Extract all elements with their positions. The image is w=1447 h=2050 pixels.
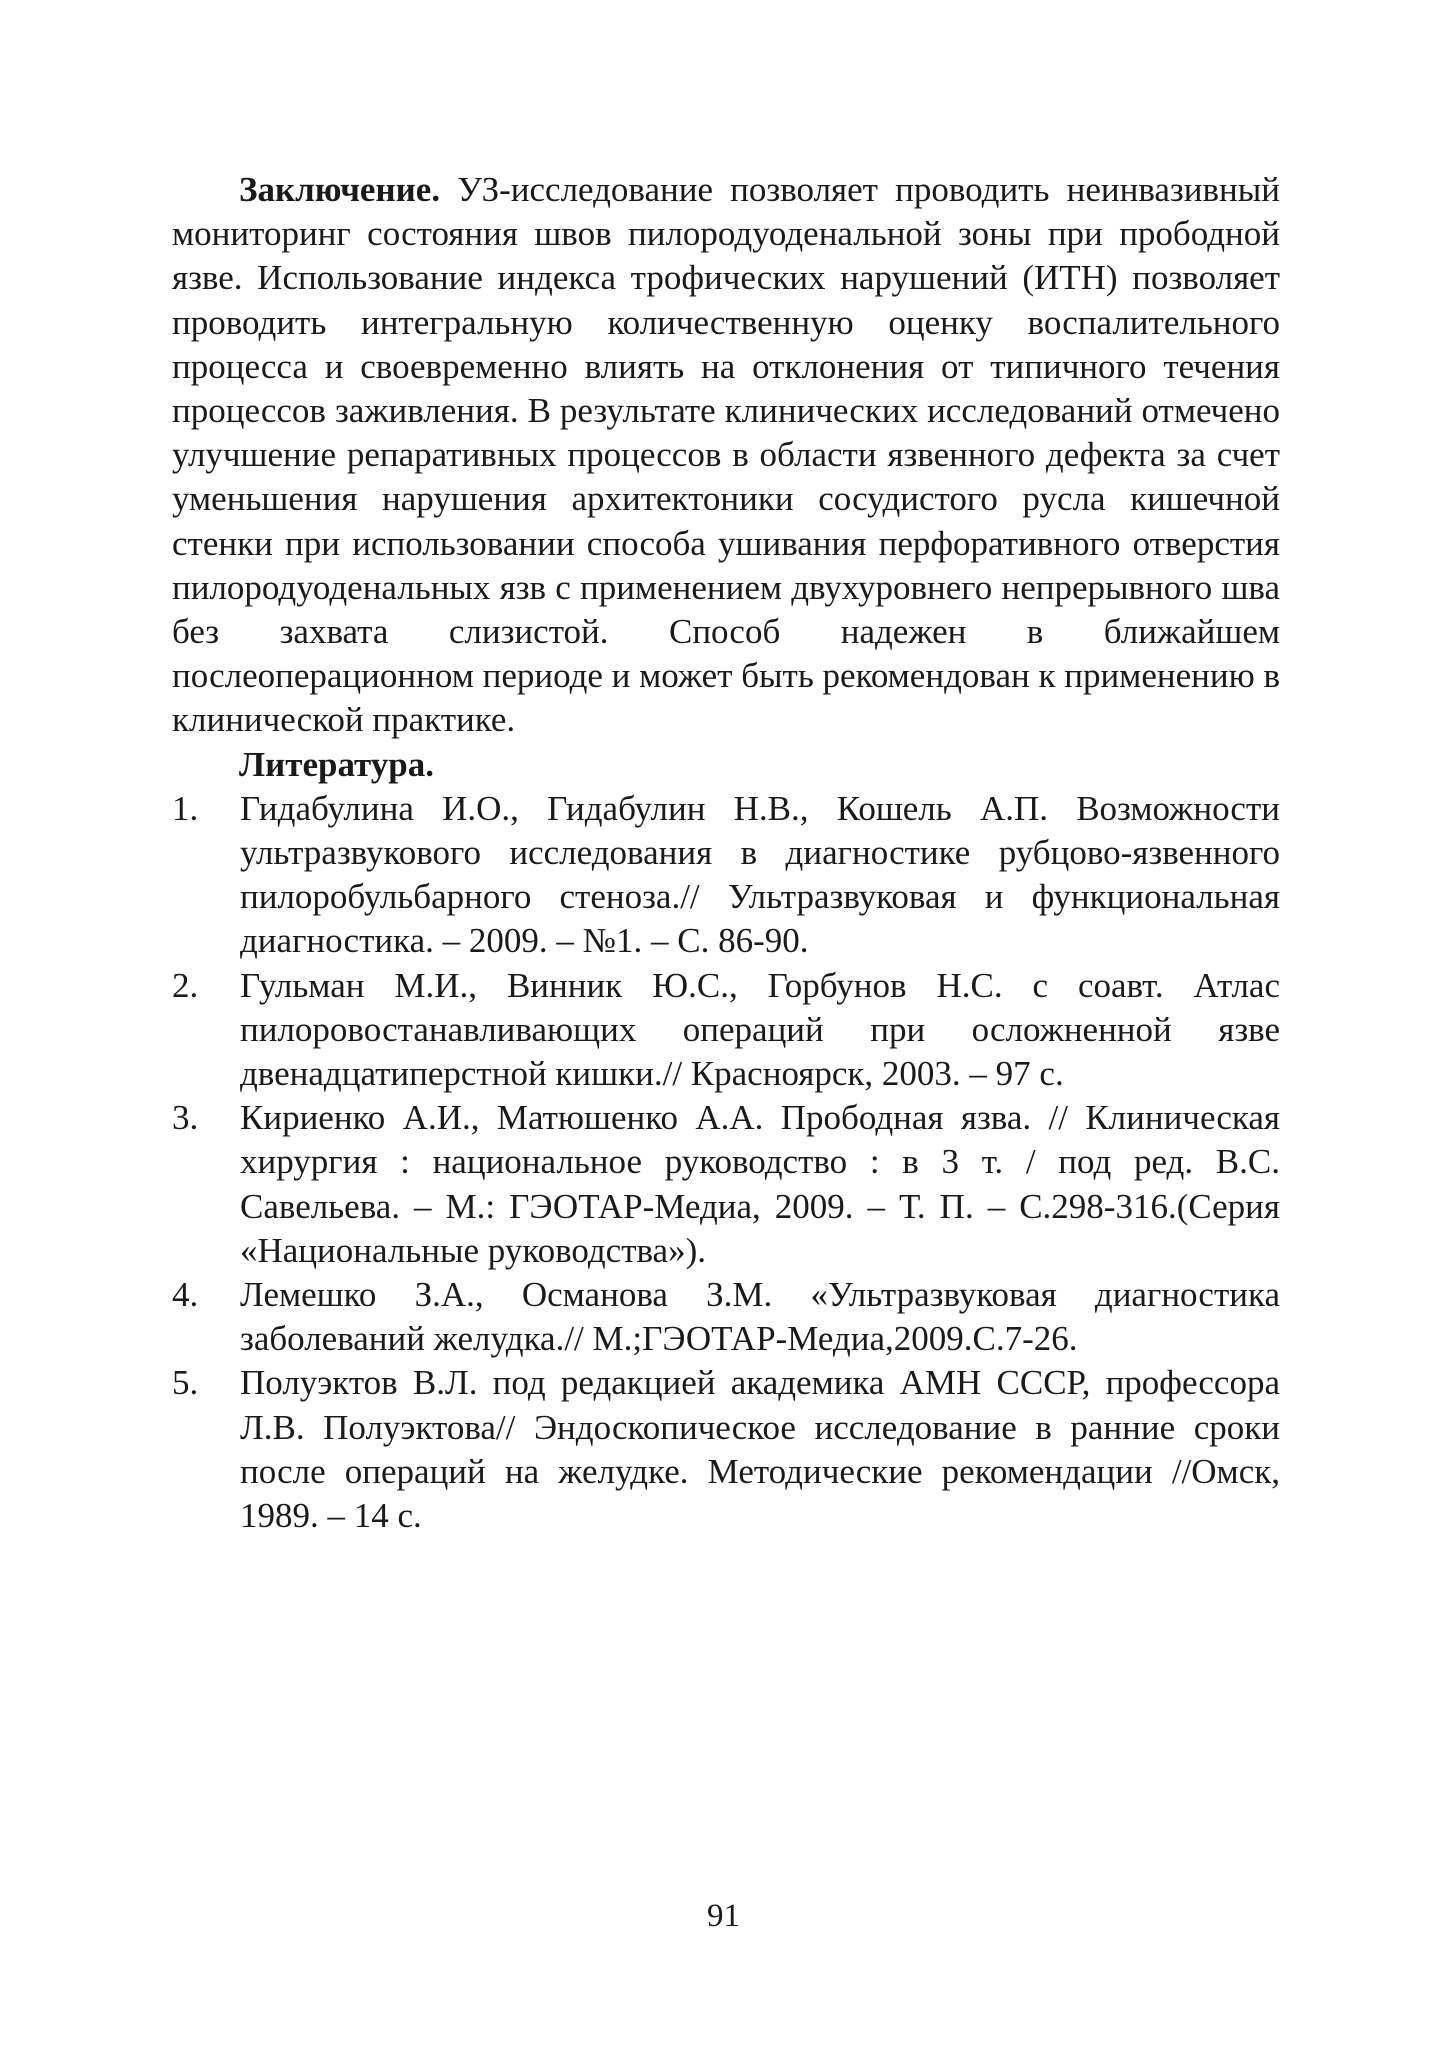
- conclusion-paragraph: [172, 168, 1280, 743]
- reference-number: 5.: [172, 1363, 199, 1403]
- reference-text: Лемешко З.А., Османова З.М. «Ультразвуковая диагностика заболеваний желудка.// М.;ГЭОТАР-Медиа,2009.С.7-26.: [240, 1275, 1280, 1359]
- reference-item-4: [172, 1273, 1280, 1361]
- reference-text: Гульман М.И., Винник Ю.С., Горбунов Н.С. с соавт. Атлас пилоровостанавливающих операций при осложненной язве двенадцатиперстной кишки.// Красноярск, 2003. – 97 с.: [240, 965, 1280, 1094]
- reference-number: 3.: [172, 1098, 199, 1138]
- conclusion-text: УЗ-исследование позволяет проводить неинвазивный мониторинг состояния швов пилородуоденальной зоны при прободной язве. Использование индекса трофических нарушений (ИТН) позволяет проводить интегральную количественную оценку воспалительного процесса и своевременно влиять на отклонения от типичного течения процессов заживления. В результате клинических исследований отмечено улучшение репаративных процессов в области язвенного дефекта за счет уменьшения нарушения архитектоники сосудистого русла кишечной стенки при использовании способа ушивания перфоративного отверстия пилородуоденальных язв с применением двухуровнего непрерывного шва без захвата слизистой. Способ надежен в ближайшем послеоперационном периоде и может быть рекомендован к применению в клинической практике.: [172, 170, 1281, 740]
- reference-text: Гидабулина И.О., Гидабулин Н.В., Кошель А.П. Возможности ультразвукового исследования в диагностике рубцово-язвенного пилоробульбарного стеноза.// Ультразвуковая и функциональная диагностика. – 2009. – №1. – С. 86-90.: [240, 788, 1280, 961]
- references-list: [172, 787, 1280, 1538]
- reference-text: Кириенко А.И., Матюшенко А.А. Прободная язва. // Клиническая хирургия : национальное руководство : в 3 т. / под ред. В.С. Савельева. – М.: ГЭОТАР-Медиа, 2009. – Т. П. – С.298-316.(Серия «Национальные руководства»).: [240, 1098, 1280, 1270]
- reference-number: 2.: [172, 965, 199, 1005]
- reference-item-2: [172, 964, 1280, 1097]
- conclusion-heading: Заключение.: [239, 170, 441, 209]
- reference-text: Полуэктов В.Л. под редакцией академика АМН СССР, профессора Л.В. Полуэктова// Эндоскопическое исследование в ранние сроки после операций на желудке. Методические рекомендации //Омск, 1989. – 14 с.: [240, 1363, 1280, 1536]
- page-number: 91: [707, 1898, 740, 1934]
- reference-item-3: [172, 1096, 1280, 1273]
- reference-item-1: [172, 787, 1280, 964]
- reference-item-5: [172, 1361, 1280, 1538]
- reference-number: 1.: [172, 788, 199, 828]
- references-title: Литература.: [239, 744, 434, 784]
- page-content: [172, 168, 1280, 1538]
- reference-number: 4.: [172, 1275, 199, 1315]
